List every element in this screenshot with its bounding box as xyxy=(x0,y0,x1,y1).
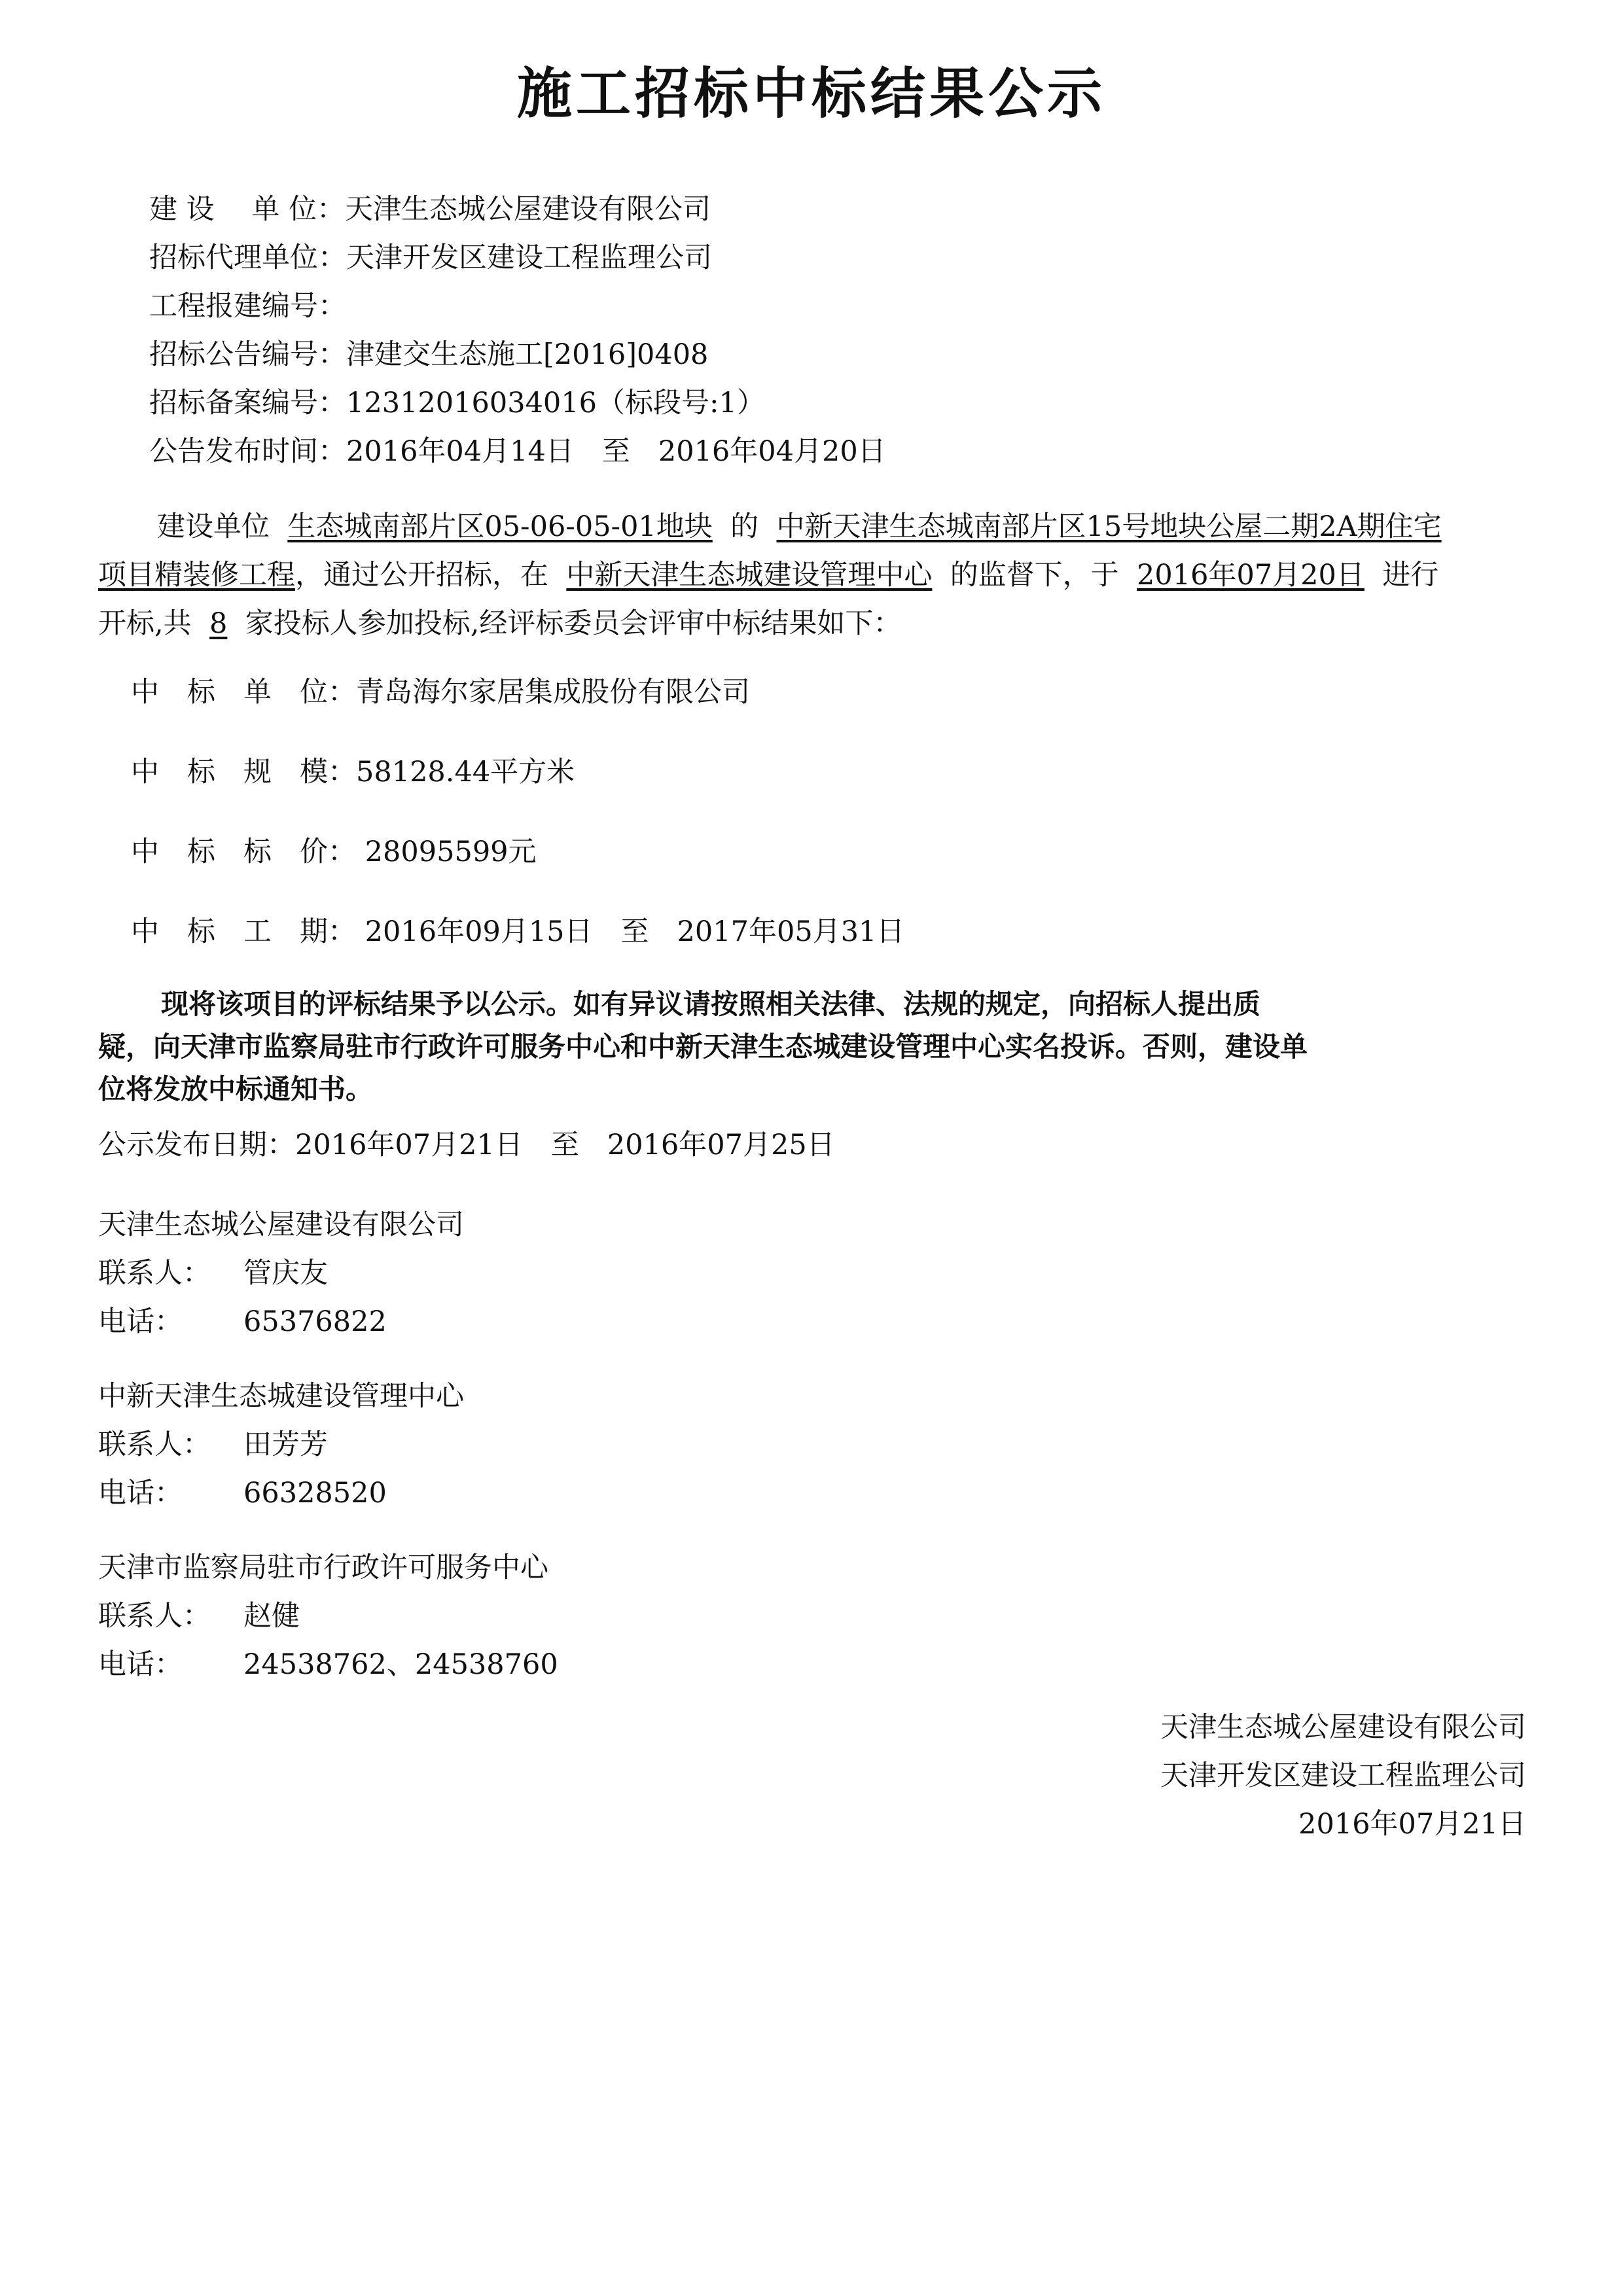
contact-phone-row xyxy=(98,1303,387,1340)
field-value: 天津开发区建设工程监理公司 xyxy=(346,241,712,274)
field-value: 2016年09月15日 至 2017年05月31日 xyxy=(356,915,905,948)
contact-person-label: 联系人： xyxy=(98,1257,211,1290)
contact-phone: 65376822 xyxy=(243,1305,387,1338)
field-label: 中 标 工 期： xyxy=(131,915,356,948)
result-duration xyxy=(131,913,904,950)
field-value: 28095599元 xyxy=(356,836,537,868)
contact-person-row xyxy=(98,1426,328,1463)
signature-date: 2016年07月21日 xyxy=(1298,1808,1526,1841)
field-publish-time xyxy=(149,433,886,470)
intro-line-2: 项目精装修工程，通过公开招标，在 中新天津生态城建设管理中心 的监督下，于 2016年07月20日 进行 xyxy=(98,559,1439,592)
contact-org: 天津市监察局驻市行政许可服务中心 xyxy=(98,1551,548,1584)
field-label: 中 标 规 模： xyxy=(131,756,356,788)
result-scale xyxy=(131,754,575,790)
field-agent xyxy=(149,239,712,276)
contact-phone-label: 电话： xyxy=(98,1477,183,1510)
contact-phone-label: 电话： xyxy=(98,1648,183,1681)
publish-period: 公示发布日期：2016年07月21日 至 2016年07月25日 xyxy=(98,1129,835,1161)
site-name: 生态城南部片区05-06-05-01地块 xyxy=(287,510,713,543)
notice-line: 位将发放中标通知书。 xyxy=(98,1073,374,1105)
field-label: 公告发布时间： xyxy=(149,435,346,468)
field-value: 58128.44平方米 xyxy=(356,756,575,788)
field-filing-no xyxy=(149,385,765,421)
bidder-count: 8 xyxy=(209,607,228,640)
page-title: 施工招标中标结果公示 xyxy=(516,61,1106,126)
supervisor-name: 中新天津生态城建设管理中心 xyxy=(566,559,933,592)
intro-line-1: 建设单位 生态城南部片区05-06-05-01地块 的 中新天津生态城南部片区15号地块公屋二期2A期住宅 xyxy=(157,510,1442,543)
contact-person-label: 联系人： xyxy=(98,1600,211,1633)
field-registration-no xyxy=(149,288,346,325)
field-value: 天津生态城公屋建设有限公司 xyxy=(345,193,711,226)
field-label: 招标代理单位： xyxy=(149,241,346,274)
field-value: 青岛海尔家居集成股份有限公司 xyxy=(356,676,750,709)
field-label: 工程报建编号： xyxy=(149,290,346,323)
field-announcement-no xyxy=(149,336,708,373)
contact-org: 中新天津生态城建设管理中心 xyxy=(98,1380,464,1413)
field-label: 中 标 标 价： xyxy=(131,836,356,868)
contact-phone: 24538762、24538760 xyxy=(243,1648,558,1681)
contact-phone-label: 电话： xyxy=(98,1305,183,1338)
contact-phone-row xyxy=(98,1475,387,1511)
field-value: 津建交生态施工[2016]0408 xyxy=(346,338,709,371)
field-label: 招标公告编号： xyxy=(149,338,346,371)
contact-person: 管庆友 xyxy=(243,1257,328,1290)
contact-phone: 66328520 xyxy=(243,1477,387,1510)
field-label: 建 设 单 位： xyxy=(149,193,346,226)
project-name: 中新天津生态城南部片区15号地块公屋二期2A期住宅 xyxy=(776,510,1442,543)
intro-line-3: 开标,共 8 家投标人参加投标,经评标委员会评审中标结果如下： xyxy=(98,607,902,640)
signature-org-2: 天津开发区建设工程监理公司 xyxy=(1160,1759,1526,1792)
contact-person-row xyxy=(98,1255,328,1292)
field-builder xyxy=(149,191,711,228)
contact-phone-row xyxy=(98,1646,558,1683)
notice-paragraph xyxy=(98,983,1551,1110)
opening-date: 2016年07月20日 xyxy=(1137,559,1364,592)
field-label: 招标备案编号： xyxy=(149,387,346,419)
result-price xyxy=(131,834,537,870)
contact-person-label: 联系人： xyxy=(98,1428,211,1461)
notice-line: 疑，向天津市监察局驻市行政许可服务中心和中新天津生态城建设管理中心实名投诉。否则，建设单 xyxy=(98,1031,1308,1063)
project-name-cont: 项目精装修工程 xyxy=(98,559,295,592)
result-winner xyxy=(131,674,750,711)
intro-paragraph xyxy=(98,503,1571,648)
contact-person-row xyxy=(98,1598,300,1634)
field-label: 中 标 单 位： xyxy=(131,676,356,709)
contact-org: 天津生态城公屋建设有限公司 xyxy=(98,1209,464,1241)
field-value: 2016年04月14日 至 2016年04月20日 xyxy=(346,435,886,468)
signature-org-1: 天津生态城公屋建设有限公司 xyxy=(1160,1711,1526,1744)
field-value: 12312016034016（标段号:1） xyxy=(346,387,765,419)
notice-line: 现将该项目的评标结果予以公示。如有异议请按照相关法律、法规的规定，向招标人提出质 xyxy=(161,988,1261,1020)
contact-person: 田芳芳 xyxy=(243,1428,328,1461)
contact-person: 赵健 xyxy=(243,1600,300,1633)
